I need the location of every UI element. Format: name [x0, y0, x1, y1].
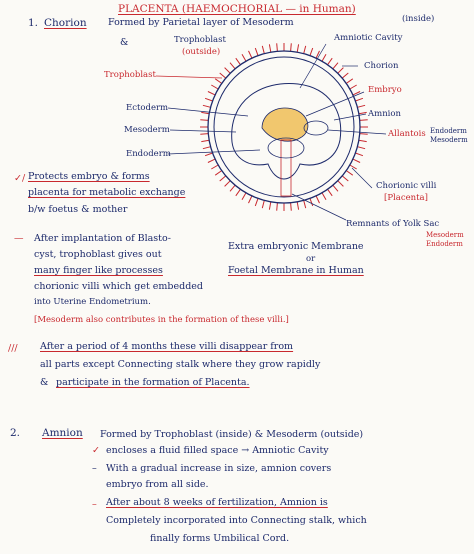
villus: [201, 140, 209, 141]
villus: [310, 198, 313, 206]
villus: [350, 85, 357, 89]
villus: [236, 58, 241, 64]
implant-line-2: cyst, trophoblast gives out: [34, 249, 162, 260]
four-months-amp: &: [40, 377, 49, 388]
villus: [249, 51, 252, 58]
leader-mesoderm: [170, 130, 236, 132]
villus: [200, 134, 208, 135]
implant-line-1: After implantation of Blasto-: [34, 233, 171, 244]
villus: [225, 68, 231, 74]
amnion-gradual-2: embryo from all side.: [106, 479, 209, 490]
implant-note: [Mesoderm also contributes in the formation of these villi.]: [34, 315, 289, 325]
four-months-line-2: all parts except Connecting stalk where they grow rapidly: [40, 359, 321, 370]
label-amnion: Amnion: [368, 109, 401, 119]
villus: [269, 202, 270, 210]
villus: [203, 147, 211, 149]
villus: [316, 196, 319, 203]
leader-villi: [352, 168, 372, 188]
villus: [304, 46, 306, 54]
leader-amniotic: [300, 44, 326, 88]
villus: [333, 185, 338, 191]
leader-trophoblast: [156, 76, 222, 78]
amnion-encloses: encloses a fluid filled space → Amniotic Cavity: [106, 445, 329, 456]
villus: [353, 159, 360, 162]
villus: [355, 98, 363, 101]
amnion-bullet-2: –: [92, 463, 97, 474]
villus: [338, 68, 344, 74]
villus: [215, 171, 222, 176]
villus: [242, 193, 246, 200]
villus: [350, 165, 357, 169]
villus: [328, 58, 333, 64]
label-yolk-sac: Remnants of Yolk Sac: [346, 219, 440, 229]
label-amniotic-cavity: Amniotic Cavity: [334, 33, 403, 43]
villus: [201, 112, 209, 113]
villus: [236, 189, 241, 196]
villus: [211, 85, 218, 89]
marker-3: ///: [8, 343, 18, 354]
amnion-formed-by: Formed by Trophoblast (inside) & Mesoderm (outside): [100, 429, 364, 440]
label-placenta: [Placenta]: [384, 193, 428, 203]
chorion-trophoblast: Trophoblast: [174, 35, 226, 45]
leader-allantois: [328, 130, 386, 134]
amnion-bullet-1: ✓: [92, 445, 100, 456]
villus: [277, 43, 278, 51]
extra-membrane-or: or: [306, 254, 316, 264]
villus: [230, 63, 235, 69]
leader-embryo: [306, 92, 364, 116]
protects-line-1: Protects embryo & forms: [28, 171, 150, 182]
villus: [205, 98, 213, 101]
four-months-line-1: After a period of 4 months these villi disappear from: [40, 341, 294, 352]
villus: [242, 54, 246, 61]
villus: [211, 165, 218, 169]
villus: [359, 140, 367, 141]
chorion-formed-by: Formed by Parietal layer of Mesoderm: [108, 17, 294, 28]
section-number-2: 2.: [10, 427, 21, 439]
villus: [208, 92, 215, 95]
villus: [220, 176, 226, 181]
protects-line-2: placenta for metabolic exchange: [28, 187, 186, 198]
villus: [342, 73, 348, 78]
four-months-line-3: participate in the formation of Placenta.: [56, 377, 250, 388]
villus: [304, 200, 306, 208]
label-chorionic-villi: Chorionic villi: [376, 181, 437, 191]
villus: [342, 176, 348, 181]
villus: [225, 181, 231, 187]
bullet-dash-1: —: [14, 233, 24, 244]
villus: [357, 105, 365, 107]
implant-line-5: into Uterine Endometrium.: [34, 297, 151, 307]
amnion-bullet-3: –: [92, 499, 97, 510]
label-yolk-mesoderm: Mesoderm: [426, 231, 464, 239]
villus: [346, 171, 353, 176]
chorion-inside: (inside): [402, 14, 435, 24]
villus: [215, 79, 222, 84]
villus: [262, 200, 264, 208]
section-number-1: 1.: [28, 17, 39, 29]
villus: [360, 120, 368, 121]
label-trophoblast: Trophoblast: [104, 70, 156, 80]
villus: [249, 196, 252, 203]
embryo-shape: [262, 108, 308, 141]
villus: [322, 193, 326, 200]
label-allantois: Allantois: [388, 129, 426, 139]
leader-ectoderm: [168, 108, 248, 116]
villus: [205, 153, 213, 156]
implant-line-4: chorionic villi which get embedded: [34, 281, 203, 292]
villus: [277, 203, 278, 211]
protects-line-3: b/w foetus & mother: [28, 204, 128, 215]
amnion-after8-3: finally forms Umbilical Cord.: [150, 533, 290, 544]
label-allantois-mesoderm: Mesoderm: [430, 136, 468, 144]
villus: [220, 73, 226, 78]
villus: [255, 48, 258, 56]
villus: [355, 153, 363, 156]
label-endoderm: Endoderm: [126, 149, 171, 159]
villus: [297, 202, 298, 210]
implant-line-3: many finger like processes: [34, 265, 163, 276]
villus: [291, 203, 292, 211]
extra-membrane-line-2: Foetal Membrane in Human: [228, 265, 364, 276]
villus: [297, 44, 298, 52]
villus: [230, 185, 235, 191]
villus: [203, 105, 211, 107]
extra-membrane-line-1: Extra embryonic Membrane: [228, 241, 364, 252]
villus: [338, 181, 344, 187]
leader-yolk-sac: [292, 194, 346, 220]
villus: [360, 134, 368, 135]
villus: [359, 112, 367, 113]
amnion-term: Amnion: [42, 427, 83, 439]
chorion-amp: &: [120, 37, 129, 48]
villus: [200, 120, 208, 121]
villus: [310, 48, 313, 56]
label-allantois-endoderm: Endoderm: [430, 127, 467, 135]
villus: [291, 43, 292, 51]
connecting-stalk: [281, 140, 291, 196]
label-yolk-endoderm: Endoderm: [426, 240, 463, 248]
villus: [328, 189, 333, 196]
chorion-term: Chorion: [44, 17, 87, 29]
leader-endoderm: [168, 150, 260, 154]
amnion-after8-1: After about 8 weeks of fertilization, Amnion is: [106, 497, 328, 508]
villus: [269, 44, 270, 52]
label-chorion: Chorion: [364, 61, 399, 71]
villus: [208, 159, 215, 162]
amnion-gradual-1: With a gradual increase in size, amnion covers: [106, 463, 332, 474]
label-ectoderm: Ectoderm: [126, 103, 169, 113]
villus: [333, 63, 338, 69]
label-embryo: Embryo: [368, 85, 402, 95]
page-title: PLACENTA (HAEMOCHORIAL — in Human): [118, 3, 356, 15]
amnion-after8-2: Completely incorporated into Connecting stalk, which: [106, 515, 367, 526]
protects-marker: ✓/: [14, 173, 26, 184]
label-mesoderm: Mesoderm: [124, 125, 170, 135]
villus: [322, 54, 326, 61]
villus: [262, 46, 264, 54]
villus: [316, 51, 319, 58]
villus: [255, 198, 258, 206]
chorion-outside: (outside): [182, 47, 221, 57]
villus: [357, 147, 365, 149]
villus: [346, 79, 353, 84]
